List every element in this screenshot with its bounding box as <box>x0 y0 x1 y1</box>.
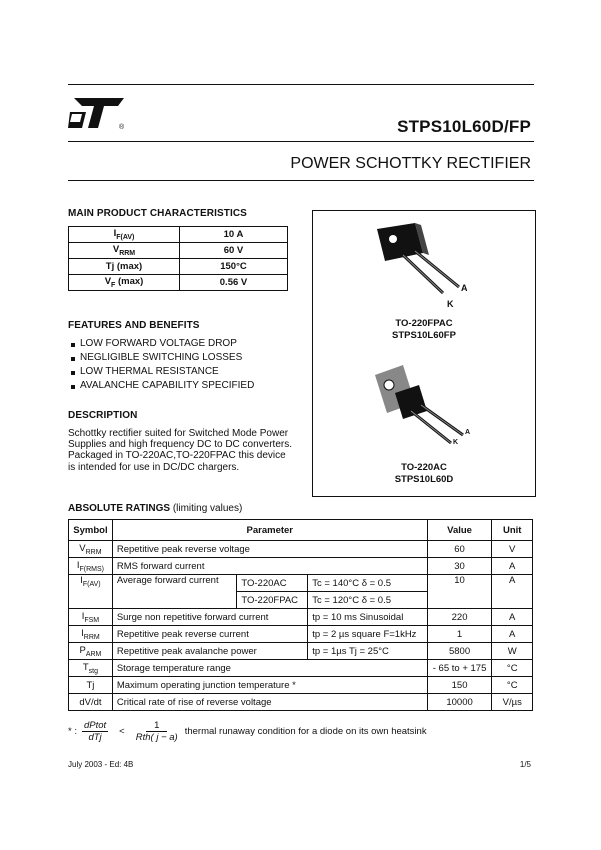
col-header-unit: Unit <box>492 520 533 541</box>
package-cell: TO-220FPAC <box>237 592 308 609</box>
symbol-cell: dV/dt <box>69 694 113 711</box>
symbol-cell: Tj <box>69 677 113 694</box>
top-rule <box>68 84 534 85</box>
description-title: DESCRIPTION <box>68 410 138 421</box>
symbol-cell: $I_{F(AV)}$ <box>69 575 113 609</box>
table-row <box>69 643 533 660</box>
parameter-cell: Repetitive peak reverse current <box>112 626 307 643</box>
col-header-value: Value <box>427 520 492 541</box>
unit-cell: V <box>492 541 533 558</box>
parameter-cell: RMS forward current <box>112 558 427 575</box>
value-cell: 220 <box>427 609 492 626</box>
pin-a-label: A <box>465 429 471 436</box>
parameter-cell: Surge non repetitive forward current <box>112 609 307 626</box>
parameter-cell: Maximum operating junction temperature * <box>112 677 427 694</box>
value-cell: 30 <box>427 558 492 575</box>
mpc-value: 150°C <box>180 259 288 275</box>
pin-a-label: A <box>461 283 468 293</box>
symbol-cell: $I_{RRM}$ <box>69 626 113 643</box>
symbol-cell: $I_{FSM}$ <box>69 609 113 626</box>
package2-caption: TO-220AC STPS10L60D <box>394 462 454 485</box>
col-header-parameter: Parameter <box>112 520 427 541</box>
main-characteristics-title: MAIN PRODUCT CHARACTERISTICS <box>68 208 247 219</box>
fraction-1: dPtot dTj <box>83 720 107 743</box>
parameter-cell: Repetitive peak avalanche power <box>112 643 307 660</box>
table-row <box>69 660 533 677</box>
title-rule <box>68 141 534 142</box>
symbol-cell: $T_{stg}$ <box>69 660 113 677</box>
mpc-symbol: $I_{F(AV)}$ <box>69 227 180 243</box>
mpc-symbol: $V_{RRM}$ <box>69 243 180 259</box>
parameter-cell: Repetitive peak reverse voltage <box>112 541 427 558</box>
package-cell: TO-220AC <box>237 575 308 592</box>
less-than-sign: < <box>119 726 125 737</box>
package-box <box>312 210 536 497</box>
value-cell: 10000 <box>427 694 492 711</box>
mpc-value: 10 A <box>180 227 288 243</box>
col-header-symbol: Symbol <box>69 520 113 541</box>
mpc-value: 60 V <box>180 243 288 259</box>
unit-cell: W <box>492 643 533 660</box>
package1-caption: TO-220FPAC STPS10L60FP <box>392 318 456 341</box>
list-item: AVALANCHE CAPABILITY SPECIFIED <box>70 379 254 393</box>
value-cell: 10 <box>427 575 492 609</box>
part-number-title: STPS10L60D/FP <box>397 117 531 136</box>
subtitle-rule <box>68 180 534 181</box>
pin-k-label: K <box>453 439 459 446</box>
features-title: FEATURES AND BENEFITS <box>68 320 200 331</box>
symbol-cell: $V_{RRM}$ <box>69 541 113 558</box>
symbol-cell: $I_{F(RMS)}$ <box>69 558 113 575</box>
table-header-row <box>69 520 533 541</box>
page-number: 1/5 <box>519 760 531 769</box>
thermal-runaway-footnote <box>68 720 427 743</box>
fraction-2: 1 Rth( j − a) <box>135 720 178 743</box>
description-text: Schottky rectifier suited for Switched Mode Power Supplies and high frequency DC to DC converters. Packaged in TO-220AC,TO-220FPAC this device is intended for use in DC/DC chargers. <box>68 428 293 473</box>
footnote-star: * : <box>68 726 77 737</box>
table-row <box>69 694 533 711</box>
unit-cell: A <box>492 558 533 575</box>
symbol-cell: $P_{ARM}$ <box>69 643 113 660</box>
unit-cell: °C <box>492 660 533 677</box>
table-row <box>69 677 533 694</box>
value-cell: - 65 to + 175 <box>427 660 492 677</box>
parameter-cell: Average forward current <box>112 575 237 609</box>
st-logo-icon <box>68 92 126 132</box>
value-cell: 1 <box>427 626 492 643</box>
footnote-text: thermal runaway condition for a diode on its own heatsink <box>184 726 427 737</box>
footer-date: July 2003 - Ed: 4B <box>68 760 134 769</box>
table-row <box>69 558 533 575</box>
table-row <box>69 541 533 558</box>
pin-k-label: K <box>447 299 454 309</box>
condition-cell: tp = 1µs Tj = 25°C <box>308 643 427 660</box>
unit-cell: °C <box>492 677 533 694</box>
unit-cell: V/µs <box>492 694 533 711</box>
table-row <box>69 575 533 592</box>
ratings-subtitle: (limiting values) <box>172 503 243 514</box>
table-row <box>69 243 288 259</box>
condition-cell: Tc = 140°C δ = 0.5 <box>308 575 427 592</box>
unit-cell: A <box>492 609 533 626</box>
registered-mark: ® <box>119 124 125 131</box>
table-row <box>69 609 533 626</box>
ratings-heading <box>68 503 242 514</box>
value-cell: 5800 <box>427 643 492 660</box>
table-row <box>69 275 288 291</box>
features-list <box>70 337 254 393</box>
value-cell: 150 <box>427 677 492 694</box>
mpc-value: 0.56 V <box>180 275 288 291</box>
parameter-cell: Storage temperature range <box>112 660 427 677</box>
main-characteristics-table <box>68 226 288 291</box>
to220fpac-package-icon <box>355 215 475 315</box>
document-subtitle: POWER SCHOTTKY RECTIFIER <box>290 155 531 172</box>
table-row <box>69 259 288 275</box>
table-row <box>69 626 533 643</box>
absolute-ratings-table <box>68 519 533 711</box>
mpc-symbol: $V_F$ (max) <box>69 275 180 291</box>
unit-cell: A <box>492 575 533 609</box>
list-item: LOW FORWARD VOLTAGE DROP <box>70 337 254 351</box>
list-item: LOW THERMAL RESISTANCE <box>70 365 254 379</box>
condition-cell: tp = 2 µs square F=1kHz <box>308 626 427 643</box>
condition-cell: tp = 10 ms Sinusoidal <box>308 609 427 626</box>
mpc-symbol: Tj (max) <box>69 259 180 275</box>
ratings-title: ABSOLUTE RATINGS <box>68 503 171 514</box>
value-cell: 60 <box>427 541 492 558</box>
condition-cell: Tc = 120°C δ = 0.5 <box>308 592 427 609</box>
parameter-cell: Critical rate of rise of reverse voltage <box>112 694 427 711</box>
list-item: NEGLIGIBLE SWITCHING LOSSES <box>70 351 254 365</box>
unit-cell: A <box>492 626 533 643</box>
table-row <box>69 227 288 243</box>
